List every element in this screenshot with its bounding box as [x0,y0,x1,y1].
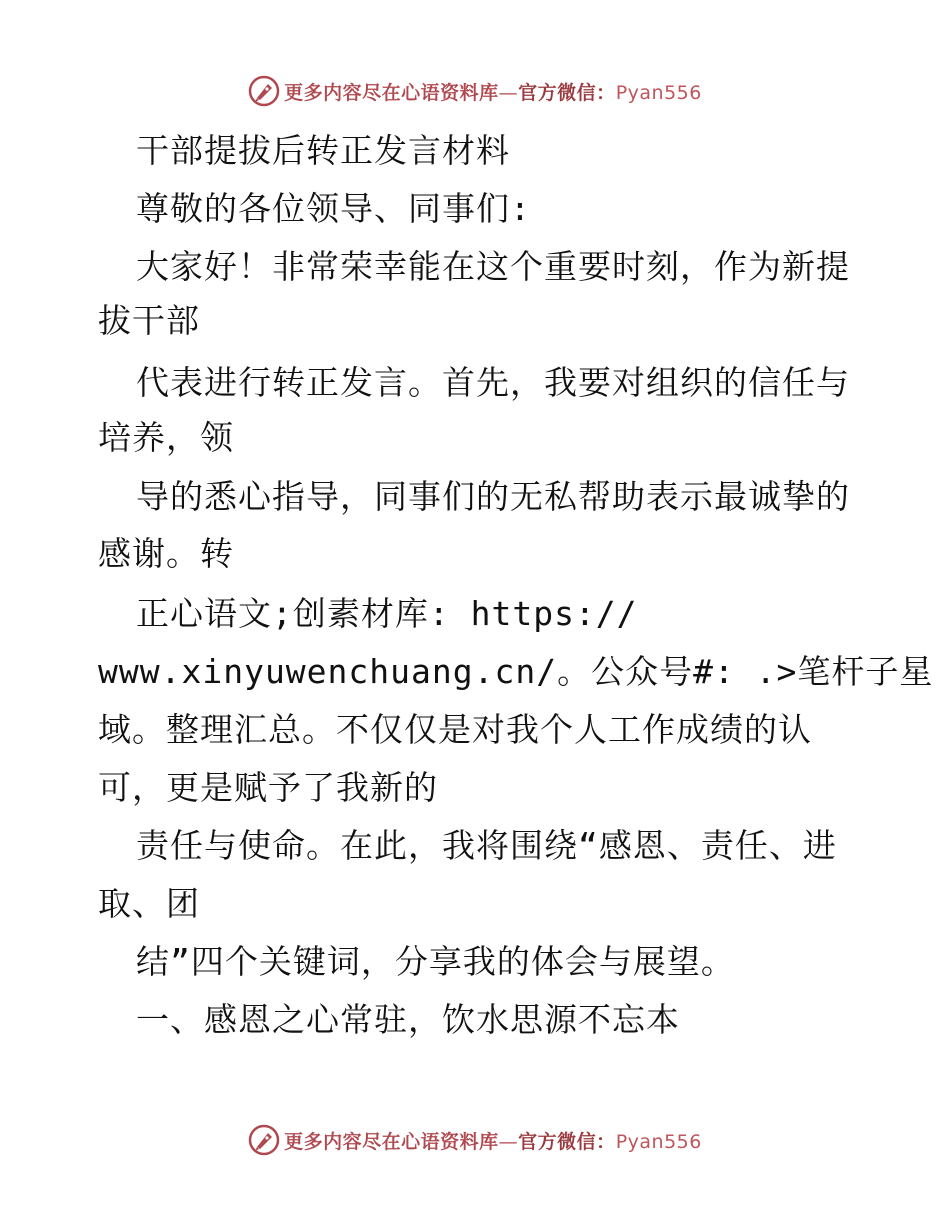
doc-line: 导的悉心指导，同事们的无私帮助表示最诚挚的 [136,477,850,516]
doc-line: 正心语文;创素材库: https:// [136,594,638,633]
banner-wechat-label: 官方微信： [518,1130,616,1153]
doc-line: 域。整理汇总。不仅仅是对我个人工作成绩的认 [98,710,812,749]
banner-account: Pyan556 [615,81,702,104]
doc-line: 结”四个关键词，分享我的体会与展望。 [136,942,735,981]
banner-slogan: 更多内容尽在心语资料库 [284,81,499,104]
doc-line: 培养，领 [98,418,234,457]
doc-line: 拔干部 [98,301,200,340]
banner-slogan: 更多内容尽在心语资料库 [284,1130,499,1153]
doc-line: www.xinyuwenchuang.cn/。公众号#: .>笔杆子星 [98,652,934,691]
pen-nib-logo-icon [248,1124,280,1156]
banner-dash: — [498,1130,519,1153]
doc-salutation: 尊敬的各位领导、同事们: [136,189,531,228]
doc-line: 大家好！非常荣幸能在这个重要时刻，作为新提 [136,247,850,286]
banner-text [284,1127,702,1154]
doc-title: 干部提拔后转正发言材料 [136,131,510,170]
footer-banner [0,1120,950,1160]
banner-text [284,78,702,105]
doc-section-heading: 一、感恩之心常驻，饮水思源不忘本 [136,1000,680,1039]
doc-line: 可，更是赋予了我新的 [98,768,438,807]
header-banner [0,71,950,111]
doc-line: 取、团 [98,884,200,923]
banner-wechat-label: 官方微信： [518,81,616,104]
banner-dash: — [498,81,519,104]
doc-line: 代表进行转正发言。首先，我要对组织的信任与 [136,363,850,402]
doc-line: 感谢。转 [98,534,234,573]
banner-account: Pyan556 [615,1130,702,1153]
doc-line: 责任与使命。在此，我将围绕“感恩、责任、进 [136,826,837,865]
pen-nib-logo-icon [248,75,280,107]
